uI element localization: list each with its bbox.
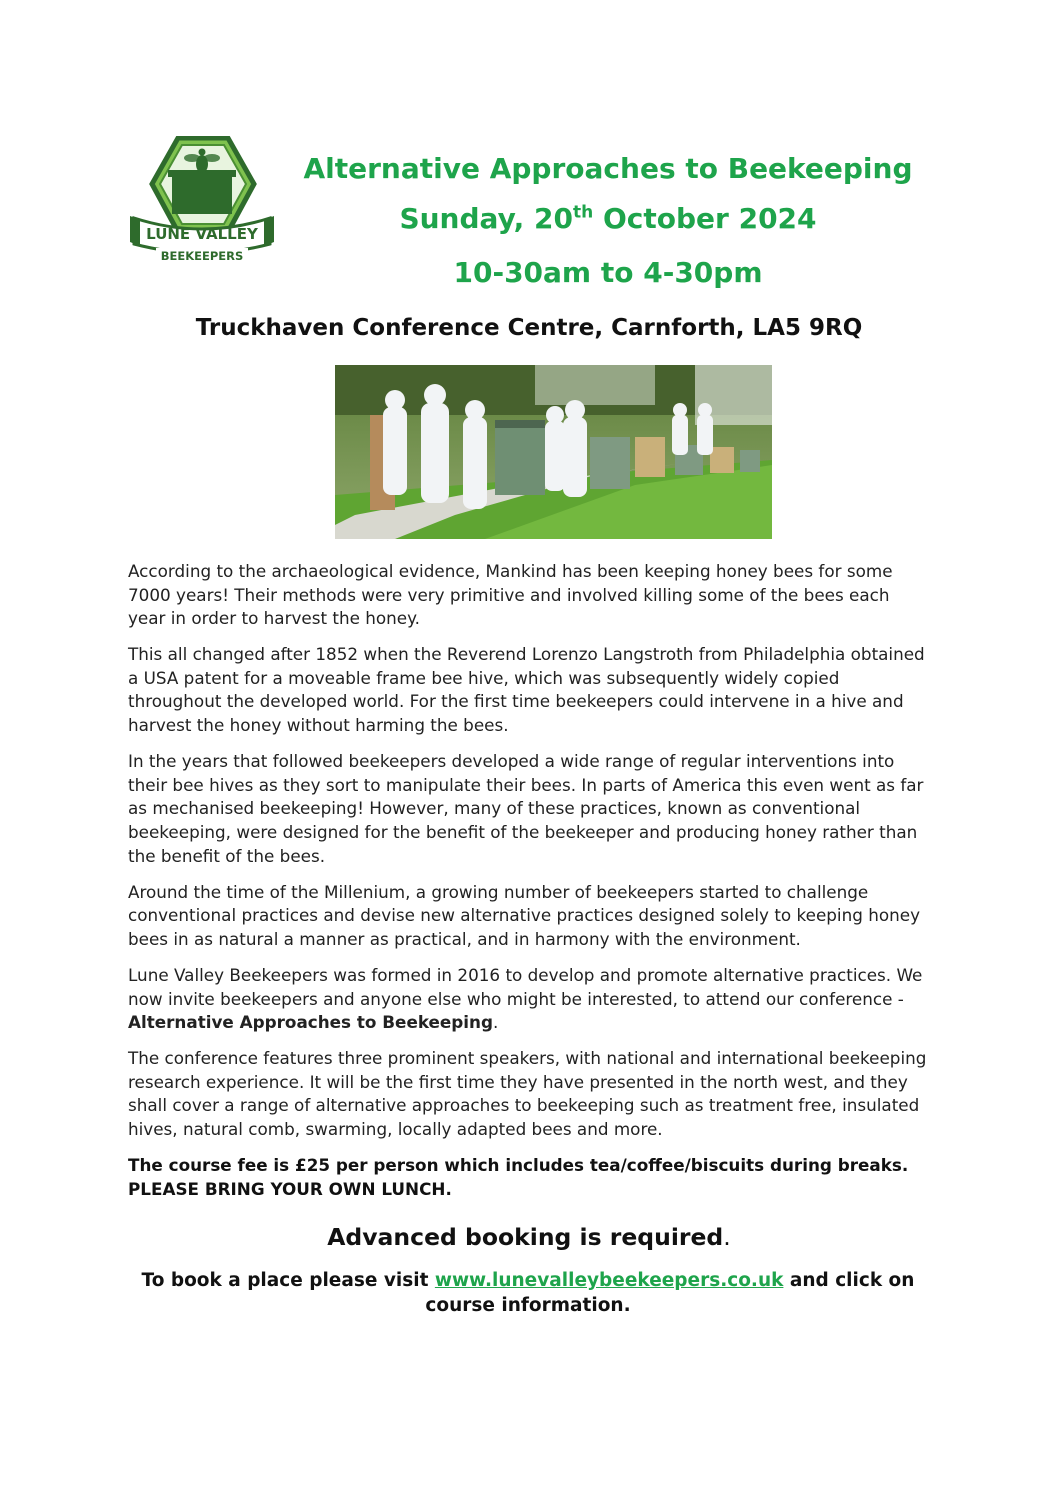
- paragraph-langstroth: This all changed after 1852 when the Reverend Lorenzo Langstroth from Philadelphia obtained a USA patent for a moveable frame bee hive, which was subsequently widely copied throughout the developed world. For the first time beekeepers could intervene in a hive and harvest the honey without harming the bees.: [128, 644, 925, 736]
- event-time: 10-30am to 4-30pm: [453, 256, 763, 289]
- paragraph-history: According to the archaeological evidence, Mankind has been keeping honey bees for some 7000 years! Their methods were very primitive and involved killing some of the bees each year in order to harvest the honey.: [128, 561, 893, 629]
- paragraph-speakers: The conference features three prominent speakers, with national and international beekeeping research experience. It will be the first time they have presented in the north west, and they shall cover a range of alternative approaches to beekeeping such as treatment free, insulated hives, natural comb, swarming, locally adapted bees and more.: [128, 1048, 927, 1139]
- lune-valley-beekeepers-logo: [128, 136, 276, 266]
- booking-instructions: To book a place please visit www.lunevalleybeekeepers.co.uk and click on course information.: [141, 1270, 915, 1316]
- paragraph-millenium: Around the time of the Millenium, a growing number of beekeepers started to challenge conventional practices and devise new alternative practices designed solely to keeping honey bees in as natural a manner as practical, and in harmony with the environment.: [128, 881, 920, 949]
- booking-required: Advanced booking is required.: [327, 1223, 731, 1251]
- logo-line2: BEEKEEPERS: [160, 249, 244, 263]
- event-venue: Truckhaven Conference Centre, Carnforth, LA5 9RQ: [195, 315, 863, 341]
- course-fee: The course fee is £25 per person which includes tea/coffee/biscuits during breaks. PLEASE BRING YOUR OWN LUNCH.: [128, 1155, 909, 1199]
- website-link[interactable]: www.lunevalleybeekeepers.co.uk: [434, 1270, 784, 1291]
- event-title: Alternative Approaches to Beekeeping: [303, 152, 913, 185]
- event-date: Sunday, 20th October 2024: [399, 202, 817, 235]
- article-body: [128, 560, 928, 1214]
- paragraph-interventions: In the years that followed beekeepers developed a wide range of regular interventions into their bee hives as they sort to manipulate their bees. In parts of America this even went as far as mechanised beekeeping! However, many of these practices, known as conventional beekeeping, were designed for the benefit of the beekeeper and producing honey rather than the benefit of the bees.: [128, 751, 924, 866]
- beekeepers-photo: [335, 365, 772, 539]
- logo-line1: LUNE VALLEY: [146, 225, 258, 243]
- paragraph-invitation: Lune Valley Beekeepers was formed in 2016 to develop and promote alternative practices. We now invite beekeepers and anyone else who might be interested, to attend our conference - Alternative Approaches to Beekeeping.: [128, 964, 923, 1033]
